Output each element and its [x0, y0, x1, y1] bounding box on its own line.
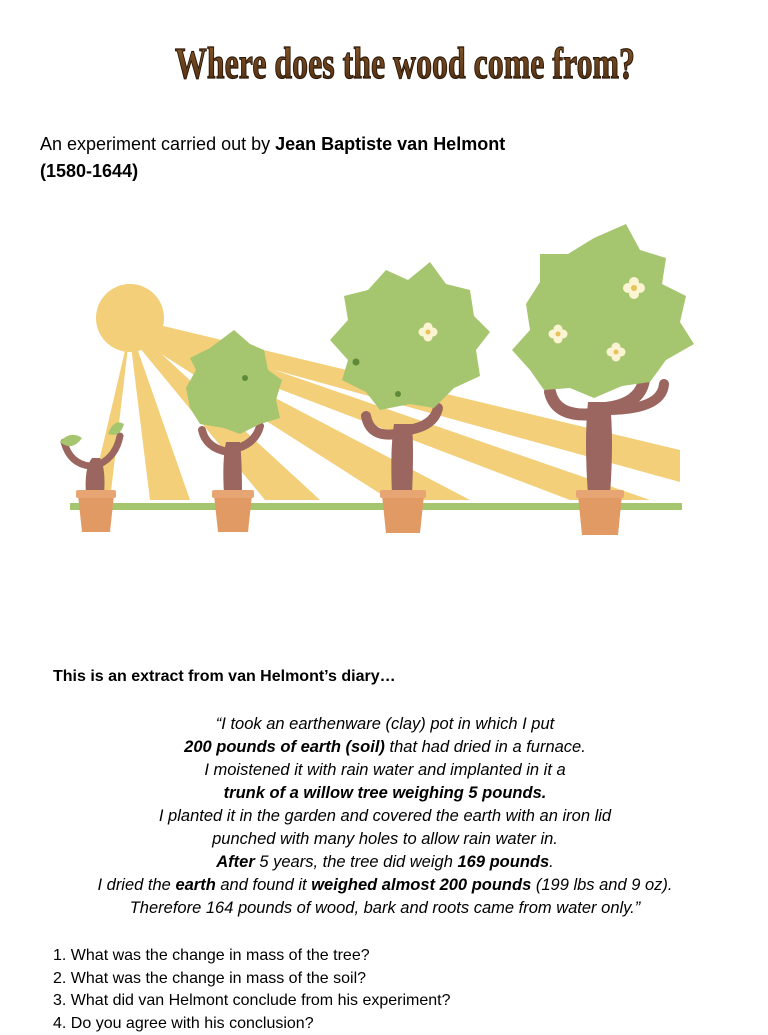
intro-prefix: An experiment carried out by	[40, 134, 275, 154]
quote-segment: 169 pounds	[457, 853, 549, 871]
question-item: 1. What was the change in mass of the tree?	[53, 945, 451, 968]
quote-segment: trunk of a willow tree weighing 5 pounds.	[224, 784, 547, 802]
diary-quote	[20, 713, 750, 920]
quote-segment: 5 years, the tree did weigh	[255, 853, 458, 871]
sun-icon	[96, 284, 164, 352]
scientist-dates: (1580-1644)	[40, 161, 138, 181]
quote-line	[20, 759, 750, 782]
extract-heading: This is an extract from van Helmont’s diary…	[53, 668, 396, 686]
quote-segment: “I took an earthenware (clay) pot in which I put	[216, 715, 554, 733]
quote-segment: earth	[175, 876, 215, 894]
quote-line	[20, 851, 750, 874]
quote-segment: punched with many holes to allow rain water in.	[212, 830, 558, 848]
question-item: 2. What was the change in mass of the soil?	[53, 968, 451, 991]
question-list	[53, 945, 451, 1035]
quote-segment: weighed almost 200 pounds	[311, 876, 531, 894]
quote-segment: I planted it in the garden and covered the earth with an iron lid	[159, 807, 611, 825]
big-tree	[512, 224, 694, 535]
scientist-name: Jean Baptiste van Helmont	[275, 134, 505, 154]
quote-line	[20, 713, 750, 736]
quote-line	[20, 782, 750, 805]
page-title-text: Where does the wood come from?	[175, 39, 635, 88]
tree-growth-illustration	[50, 220, 700, 540]
quote-segment: After	[216, 853, 255, 871]
quote-segment: .	[549, 853, 554, 871]
quote-line	[20, 828, 750, 851]
intro-paragraph	[40, 131, 680, 185]
quote-line	[20, 805, 750, 828]
quote-segment: (199 lbs and 9 oz).	[531, 876, 672, 894]
quote-segment: I moistened it with rain water and implanted in it a	[204, 761, 565, 779]
quote-segment: and found it	[216, 876, 311, 894]
question-item: 3. What did van Helmont conclude from his experiment?	[53, 990, 451, 1013]
medium-tree	[330, 262, 490, 533]
quote-segment: I dried the	[97, 876, 175, 894]
quote-line	[20, 874, 750, 897]
quote-segment: that had dried in a furnace.	[385, 738, 586, 756]
question-item: 4. Do you agree with his conclusion?	[53, 1013, 451, 1035]
quote-line	[20, 897, 750, 920]
page-title	[0, 18, 768, 108]
quote-segment: 200 pounds of earth (soil)	[184, 738, 385, 756]
quote-segment: Therefore 164 pounds of wood, bark and roots came from water only.”	[130, 899, 641, 917]
quote-line	[20, 736, 750, 759]
